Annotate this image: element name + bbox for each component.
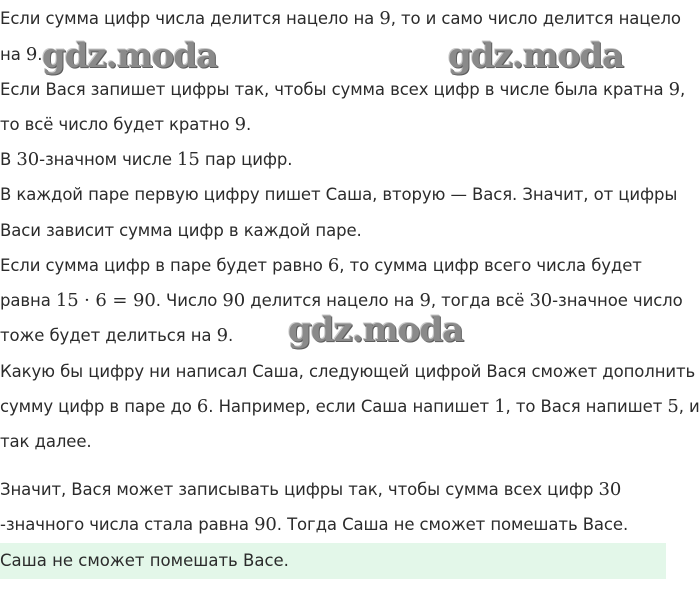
answer-text: Саша не сможет помешать Васе. (0, 551, 289, 570)
text-line (0, 43, 42, 67)
text-run: то всё число будет кратно (0, 115, 235, 134)
text-line (0, 430, 92, 454)
math-expression: 15 · 6 = 90 (55, 290, 156, 311)
math-expression: 1 (494, 396, 506, 417)
math-expression: 30 (598, 479, 622, 500)
text-run: . (245, 115, 252, 134)
math-expression: 6 (327, 255, 340, 276)
text-run: на (0, 45, 26, 64)
watermark-logo: gdz.moda (448, 36, 624, 76)
text-run: . Число (155, 291, 223, 310)
math-expression: 30 (529, 290, 553, 311)
math-expression: 90 (222, 290, 246, 311)
text-line (0, 360, 695, 384)
text-run: Значит, Вася может записывать цифры так, чтобы сумма всех цифр (0, 480, 599, 499)
math-expression: 5 (667, 396, 679, 417)
text-line (0, 113, 251, 137)
text-line (0, 513, 628, 537)
text-run: . (37, 45, 43, 64)
text-run: Если Вася запишет цифры так, чтобы сумма всех цифр в числе была кратна (0, 80, 669, 99)
math-expression: 90 (254, 514, 277, 535)
text-run: . Например, если Саша напишет (208, 397, 495, 416)
text-run: Если сумма цифр в паре будет равно (0, 256, 328, 275)
text-run: -значное число (552, 291, 683, 310)
text-run: , и (678, 397, 700, 416)
text-run: так далее. (0, 432, 92, 451)
text-run: . Тогда Саша не сможет помешать Васе. (276, 515, 629, 534)
text-line (0, 324, 233, 348)
text-run: В (0, 150, 17, 169)
text-run: делится нацело на (245, 291, 420, 310)
math-expression: 9 (379, 8, 391, 29)
text-run: , то Вася напишет (505, 397, 668, 416)
text-line (0, 395, 700, 419)
math-expression: 9 (25, 44, 38, 65)
text-run: -значном числе (39, 150, 178, 169)
text-run: , то сумма цифр всего числа будет (339, 256, 642, 275)
watermark-logo: gdz.moda (288, 310, 464, 350)
text-line (0, 219, 362, 243)
math-expression: 30 (16, 149, 40, 170)
text-line (0, 148, 292, 172)
watermark-logo: gdz.moda (42, 36, 218, 76)
text-line (0, 7, 681, 31)
text-run: , то и само число делится нацело (390, 9, 681, 28)
text-run: Если сумма цифр числа делится нацело на (0, 9, 380, 28)
text-line (0, 78, 685, 102)
text-run: . (227, 326, 234, 345)
text-run: сумму цифр в паре до (0, 397, 197, 416)
text-run: , (680, 80, 686, 99)
answer-box (0, 543, 666, 579)
math-expression: 9 (216, 325, 228, 346)
text-run: Какую бы цифру ни написал Саша, следующей цифрой Вася сможет дополнить (0, 362, 696, 381)
text-run: , тогда всё (430, 291, 530, 310)
text-run: тоже будет делиться на (0, 326, 217, 345)
math-expression: 9 (419, 290, 431, 311)
text-run: -значного числа стала равна (0, 515, 255, 534)
math-expression: 9 (668, 79, 681, 100)
math-expression: 9 (234, 114, 246, 135)
math-expression: 6 (196, 396, 209, 417)
text-line (0, 183, 677, 207)
text-run: В каждой паре первую цифру пишет Саша, вторую — Вася. Значит, от цифры (0, 185, 678, 204)
text-run: равна (0, 291, 56, 310)
math-expression: 15 (177, 149, 200, 170)
text-line (0, 254, 642, 278)
text-line (0, 478, 621, 502)
text-run: Васи зависит сумма цифр в каждой паре. (0, 221, 362, 240)
text-run: пар цифр. (199, 150, 293, 169)
